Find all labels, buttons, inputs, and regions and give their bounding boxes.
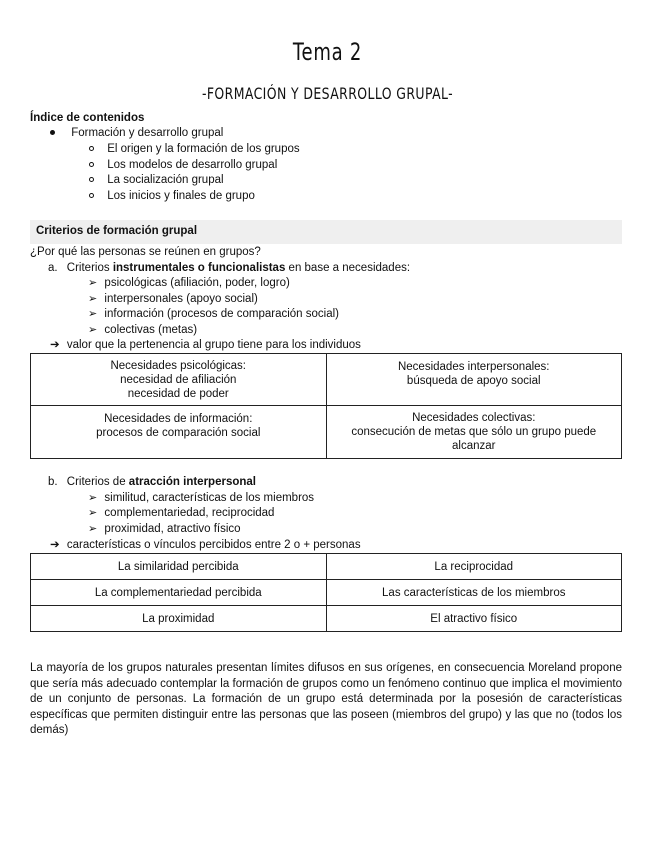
arrowhead-bullet-icon: ➢ xyxy=(88,523,98,535)
cell-line: Necesidades psicológicas: xyxy=(110,359,247,372)
cell-line: consecución de metas que sólo un grupo puede xyxy=(351,426,597,438)
list-item xyxy=(88,491,314,506)
bullet-dot-icon xyxy=(50,130,55,135)
list-item-label: psicológicas (afiliación, poder, logro) xyxy=(104,277,290,289)
arrowhead-bullet-icon: ➢ xyxy=(88,277,98,289)
cell-line: Necesidades colectivas: xyxy=(412,412,536,424)
table-cell: La reciprocidad xyxy=(326,554,622,580)
list-item-label: proximidad, atractivo físico xyxy=(104,523,241,535)
arrowhead-bullet-icon: ➢ xyxy=(88,324,98,336)
index-subitem-label: Los modelos de desarrollo grupal xyxy=(107,159,278,171)
cell-line: alcanzar xyxy=(452,440,496,452)
cell-line: procesos de comparación social xyxy=(96,427,261,439)
arrow-right-icon: ➔ xyxy=(50,539,60,551)
cell-line: necesidad de afiliación xyxy=(120,373,237,386)
question-text: ¿Por qué las personas se reúnen en grupos? xyxy=(30,246,261,258)
arrowhead-bullet-icon: ➢ xyxy=(88,308,98,320)
index-subitem-label: Los inicios y finales de grupo xyxy=(107,190,255,202)
criterion-b xyxy=(48,475,256,490)
cell-line: Necesidades interpersonales: xyxy=(397,361,550,373)
list-item xyxy=(88,522,241,537)
table-cell: La proximidad xyxy=(31,606,327,632)
cell-line: necesidad de poder xyxy=(127,387,229,400)
criterion-a-post: en base a necesidades: xyxy=(285,262,411,274)
list-item-label: información (procesos de comparación social) xyxy=(104,308,339,320)
list-item-label: interpersonales (apoyo social) xyxy=(104,293,258,305)
criterion-a xyxy=(48,261,410,276)
table-cell: Las características de los miembros xyxy=(326,580,622,606)
body-paragraph: La mayoría de los grupos naturales presentan límites difusos en sus orígenes, en consecuencia Moreland propone que sería más adecuado contemplar la formación de grupos como un fenómeno continuo que implica el movimiento de un conjunto de personas. La formación de un grupo está determinada por la posesión de características específicas que permiten distinguir entre las personas que las poseen (miembros del grupo) y las que no (todos los demás) xyxy=(30,662,622,736)
criterion-b-bold: atracción interpersonal xyxy=(128,476,256,488)
table-cell xyxy=(31,354,327,406)
list-item xyxy=(88,323,197,338)
list-item-label: complementariedad, reciprocidad xyxy=(104,507,275,519)
criterion-b-pre: Criterios de xyxy=(66,476,129,488)
list-marker: b. xyxy=(48,476,58,488)
bullet-circle-icon xyxy=(89,146,94,151)
arrowhead-bullet-icon: ➢ xyxy=(88,293,98,305)
cell-line: Necesidades de información: xyxy=(104,413,253,425)
list-item xyxy=(88,307,339,322)
list-item xyxy=(88,292,258,307)
table-cell xyxy=(326,354,622,406)
bullet-circle-icon xyxy=(89,193,94,198)
section-heading: Criterios de formación grupal xyxy=(36,225,198,237)
criterion-a-pre: Criterios xyxy=(66,262,113,274)
index-subitem xyxy=(89,173,224,188)
index-subitem-label: El origen y la formación de los grupos xyxy=(107,143,300,155)
index-heading: Índice de contenidos xyxy=(30,112,145,124)
index-subitem-label: La socialización grupal xyxy=(107,174,224,186)
conclusion-b xyxy=(50,538,361,553)
table-cell: La similaridad percibida xyxy=(31,554,327,580)
list-item xyxy=(88,506,274,521)
arrowhead-bullet-icon: ➢ xyxy=(88,492,98,504)
cell-line: búsqueda de apoyo social xyxy=(406,375,541,387)
section-heading-bar xyxy=(30,220,622,244)
arrow-right-icon: ➔ xyxy=(50,339,60,351)
conclusion-a-label: valor que la pertenencia al grupo tiene para los individuos xyxy=(66,339,361,351)
conclusion-b-label: características o vínculos percibidos entre 2 o + personas xyxy=(66,539,361,551)
bullet-circle-icon xyxy=(89,162,94,167)
page-title: Tema 2 xyxy=(292,38,363,66)
index-item-label: Formación y desarrollo grupal xyxy=(71,127,224,139)
index-subitem xyxy=(89,189,255,204)
conclusion-a xyxy=(50,338,361,353)
table-cell xyxy=(326,406,622,459)
page-subtitle: -FORMACIÓN Y DESARROLLO GRUPAL- xyxy=(201,84,454,103)
table-cell: La complementariedad percibida xyxy=(31,580,327,606)
criterion-a-bold: instrumentales o funcionalistas xyxy=(112,262,286,274)
table-cell: El atractivo físico xyxy=(326,606,622,632)
index-subitem xyxy=(89,158,277,173)
table-cell xyxy=(31,406,327,459)
list-item xyxy=(88,276,290,291)
bullet-circle-icon xyxy=(89,177,94,182)
index-item xyxy=(50,126,223,141)
list-item-label: colectivas (metas) xyxy=(104,324,198,336)
needs-table xyxy=(30,353,622,459)
attraction-table xyxy=(30,553,622,632)
index-subitem xyxy=(89,142,300,157)
list-marker: a. xyxy=(48,262,58,274)
list-item-label: similitud, características de los miembros xyxy=(104,492,315,504)
arrowhead-bullet-icon: ➢ xyxy=(88,507,98,519)
